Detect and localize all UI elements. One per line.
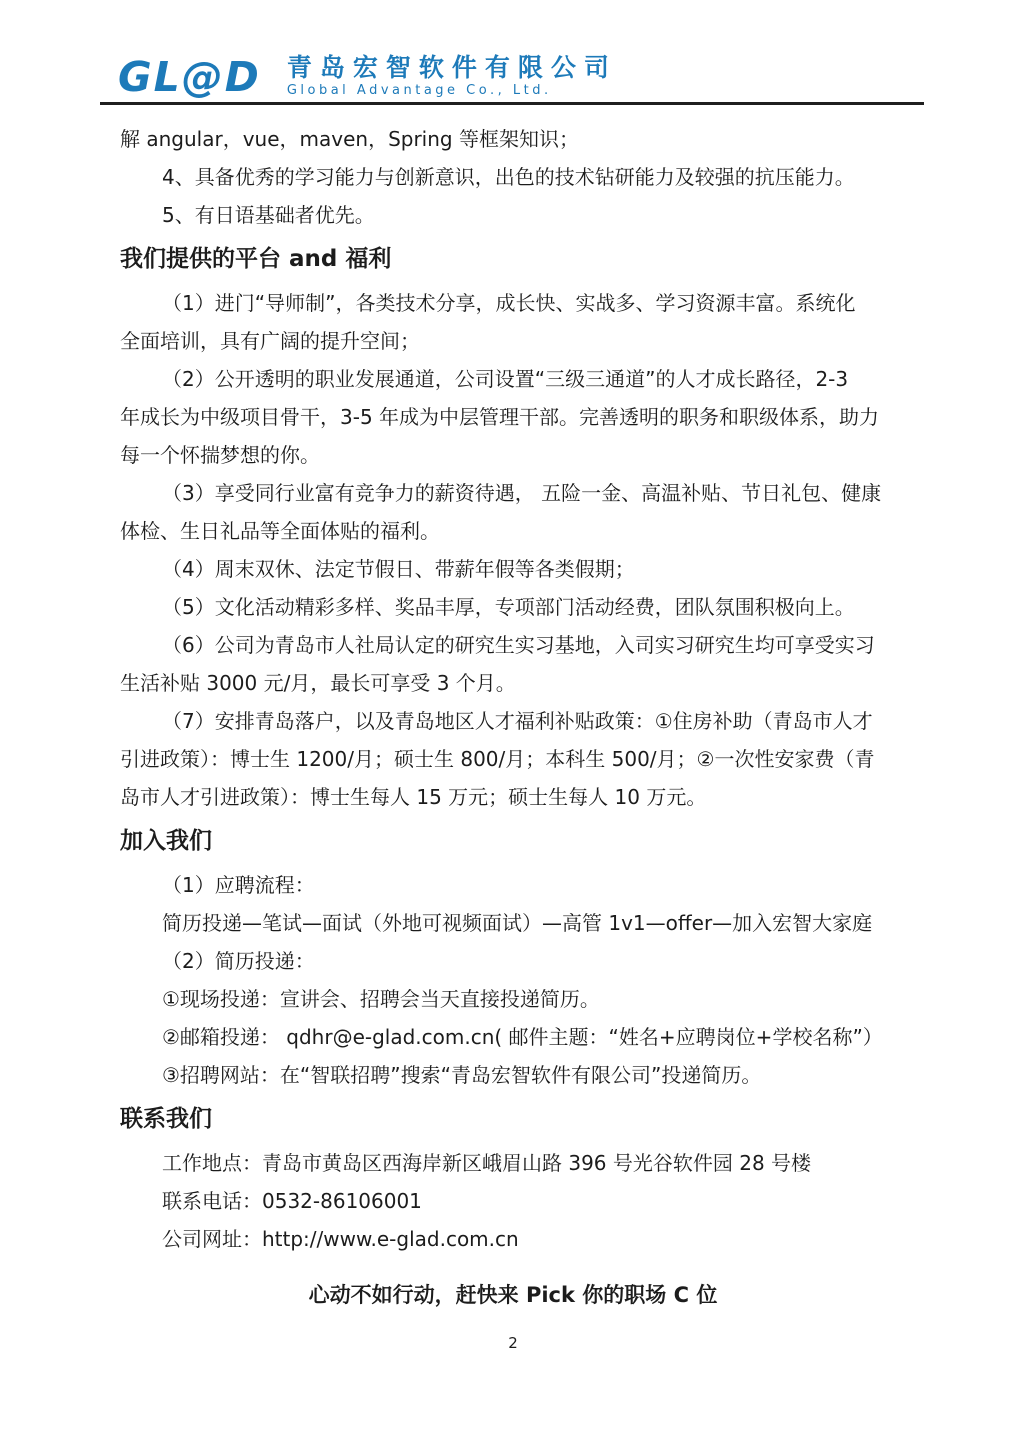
document-body — [120, 120, 906, 1362]
text-line: 引进政策）：博士生 1200/月；硕士生 800/月；本科生 500/月；②一次性安家费（青 — [120, 747, 875, 771]
text-line: 4、具备优秀的学习能力与创新意识，出色的技术钻研能力及较强的抗压能力。 — [162, 165, 855, 189]
text-line: （1）进门“导师制”，各类技术分享，成长快、实战多、学习资源丰富。系统化 — [162, 291, 856, 315]
logo-row — [100, 54, 924, 100]
text-line: （5）文化活动精彩多样、奖品丰厚，专项部门活动经费，团队氛围积极向上。 — [162, 595, 855, 619]
section-heading-contact-us: 联系我们 — [120, 1106, 212, 1132]
page-number: 2 — [508, 1334, 518, 1352]
text-line-email: ②邮箱投递： qdhr@e-glad.com.cn( 邮件主题：“姓名+应聘岗位+学校名称”） — [162, 1025, 883, 1049]
text-line: （6）公司为青岛市人社局认定的研究生实习基地，入司实习研究生均可享受实习 — [162, 633, 875, 657]
text-line-website: 公司网址：http://www.e-glad.com.cn — [162, 1227, 519, 1251]
section-heading-join-us: 加入我们 — [120, 828, 212, 854]
company-name-en: Global Advantage Co., Ltd. — [286, 83, 552, 98]
company-name-cn: 青岛宏智软件有限公司 — [286, 53, 617, 82]
text-line: 年成长为中级项目骨干，3-5 年成为中层管理干部。完善透明的职务和职级体系，助力 — [120, 405, 880, 429]
section-heading-platform-benefits: 我们提供的平台 and 福利 — [120, 246, 392, 272]
page-header — [100, 54, 924, 105]
text-line: （2）简历投递： — [162, 949, 315, 973]
text-line-phone: 联系电话：0532-86106001 — [162, 1189, 422, 1213]
text-line: （4）周末双休、法定节假日、带薪年假等各类假期； — [162, 557, 635, 581]
company-logo: GL@D — [118, 53, 261, 101]
text-line-address: 工作地点：青岛市黄岛区西海岸新区峨眉山路 396 号光谷软件园 28 号楼 — [162, 1151, 812, 1175]
text-line: 岛市人才引进政策）：博士生每人 15 万元；硕士生每人 10 万元。 — [120, 785, 707, 809]
text-line: 每一个怀揣梦想的你。 — [120, 443, 320, 467]
text-line: ③招聘网站：在“智联招聘”搜索“青岛宏智软件有限公司”投递简历。 — [162, 1063, 762, 1087]
text-line: 体检、生日礼品等全面体贴的福利。 — [120, 519, 440, 543]
text-line: 全面培训，具有广阔的提升空间； — [120, 329, 420, 353]
text-line: （7）安排青岛落户，以及青岛地区人才福利补贴政策：①住房补助（青岛市人才 — [162, 709, 873, 733]
text-line: 简历投递—笔试—面试（外地可视频面试）—高管 1v1—offer—加入宏智大家庭 — [162, 911, 873, 935]
text-line: ①现场投递：宣讲会、招聘会当天直接投递简历。 — [162, 987, 600, 1011]
text-line: （3）享受同行业富有竞争力的薪资待遇， 五险一金、高温补贴、节日礼包、健康 — [162, 481, 882, 505]
text-line: 生活补贴 3000 元/月，最长可享受 3 个月。 — [120, 671, 516, 695]
text-line: 5、有日语基础者优先。 — [162, 203, 375, 227]
text-line: （1）应聘流程： — [162, 873, 315, 897]
header-divider — [100, 102, 924, 105]
text-line: （2）公开透明的职业发展通道，公司设置“三级三通道”的人才成长路径，2-3 — [162, 367, 849, 391]
company-name-block — [287, 54, 617, 100]
text-line: 解 angular，vue，maven，Spring 等框架知识； — [120, 127, 579, 151]
closing-slogan: 心动不如行动，赶快来 Pick 你的职场 C 位 — [308, 1283, 718, 1307]
